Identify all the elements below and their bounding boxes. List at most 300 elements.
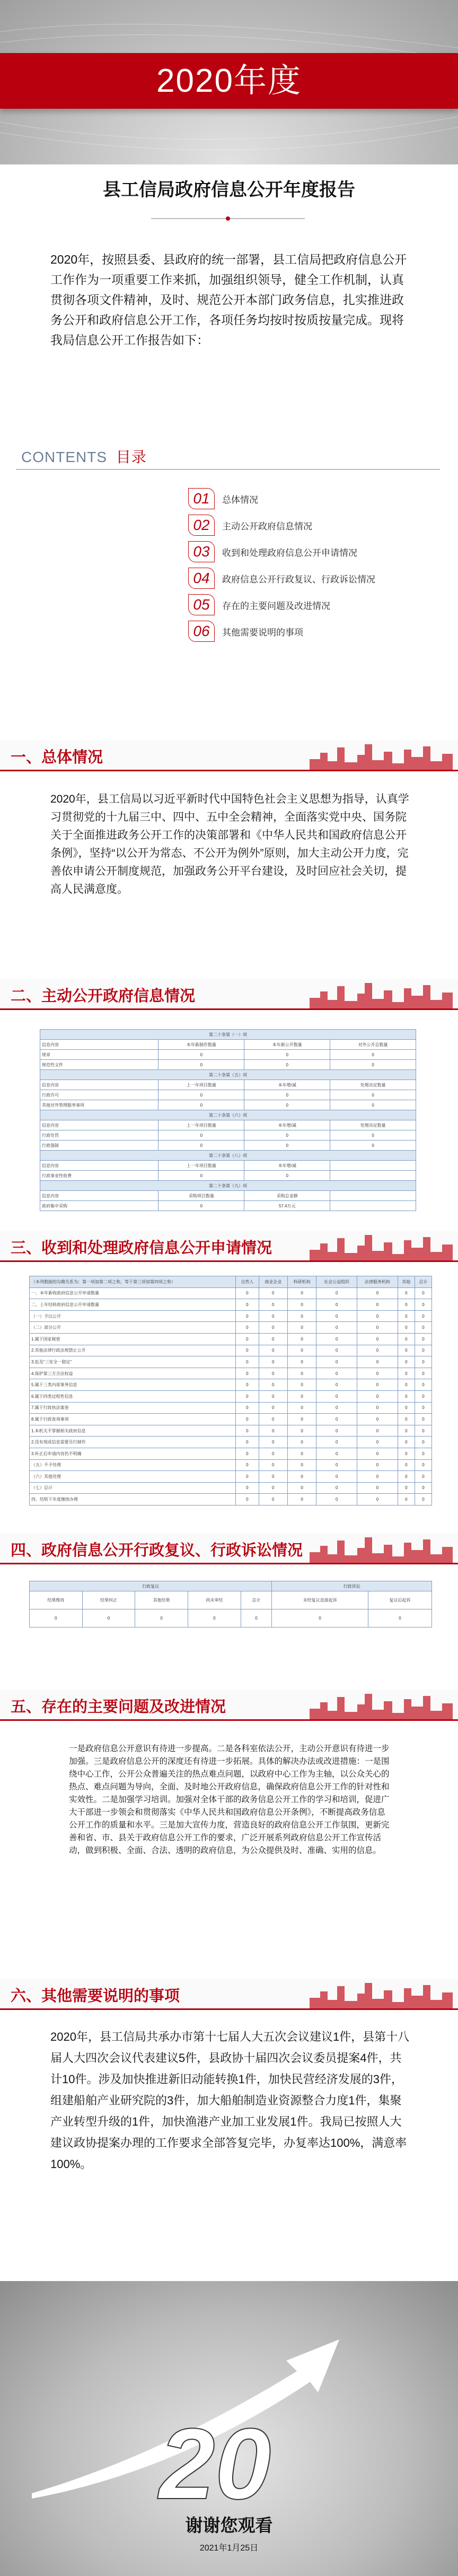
table-cell: 行政事业性收费 [40, 1171, 158, 1181]
table-cell: 0 [415, 1368, 431, 1379]
table-cell: 规范性文件 [40, 1060, 158, 1070]
table-cell: 3.补正后申请内容仍不明确 [30, 1448, 236, 1459]
table-cell: （七）总计 [30, 1482, 236, 1494]
table-of-contents [16, 446, 440, 674]
table-cell: 0 [357, 1390, 398, 1402]
table-cell: 上一年项目数量 [158, 1161, 244, 1171]
toc-item [188, 512, 443, 538]
contents-heading-en: CONTENTS [21, 449, 107, 465]
table-cell: 0 [236, 1345, 259, 1356]
table-cell [330, 1201, 416, 1211]
table-cell: 0 [415, 1448, 431, 1459]
table-cell: 0 [287, 1437, 316, 1448]
table-row [30, 1356, 432, 1368]
table-cell: 0 [316, 1379, 357, 1391]
table-cell: 0 [357, 1448, 398, 1459]
table-row [40, 1130, 416, 1141]
section-4-heading [0, 1533, 458, 1565]
table-cell: 0 [316, 1494, 357, 1505]
table-cell: 0 [287, 1471, 316, 1483]
section-rule [0, 1563, 458, 1564]
table-cell: 总计 [241, 1591, 272, 1609]
table-cell: 0 [287, 1482, 316, 1494]
table-cell: 0 [236, 1494, 259, 1505]
table-cell: 57.4万元 [244, 1201, 330, 1211]
table-cell: 0 [357, 1299, 398, 1311]
table-cell: 0 [236, 1482, 259, 1494]
table-cell: 本年增/减 [244, 1161, 330, 1171]
table-cell: 0 [398, 1494, 415, 1505]
table-cell: 0 [357, 1322, 398, 1334]
table-cell: 0 [158, 1050, 244, 1060]
table-cell: 上一年项目数量 [158, 1120, 244, 1130]
table-cell: 0 [259, 1425, 287, 1437]
table-cell: 0 [287, 1368, 316, 1379]
table-row [40, 1151, 416, 1161]
section-title: 二、主动公开政府信息情况 [11, 988, 196, 1005]
section-5-heading [0, 1690, 458, 1721]
proactive-disclosure-table [40, 1029, 416, 1211]
city-skyline-decoration [310, 980, 453, 1008]
table-cell: 尚未审结 [188, 1591, 241, 1609]
table-cell: 0 [398, 1333, 415, 1345]
table-cell: 未经复议直接起诉 [272, 1591, 368, 1609]
table-cell: 0 [357, 1471, 398, 1483]
table-row [30, 1471, 432, 1483]
table-cell: 6.属于四类过程性信息 [30, 1390, 236, 1402]
table-cell: 5.属于三类内部事务信息 [30, 1379, 236, 1391]
toc-number: 02 [188, 515, 215, 536]
table-cell: 0 [398, 1437, 415, 1448]
table-cell: 0 [398, 1345, 415, 1356]
big-number: 20 [159, 2408, 271, 2520]
table-cell: 0 [398, 1379, 415, 1391]
city-skyline-decoration [310, 1232, 453, 1260]
table-cell: 0 [415, 1402, 431, 1414]
toc-number: 06 [188, 621, 215, 642]
table-cell: 0 [287, 1299, 316, 1311]
table-cell: 0 [236, 1414, 259, 1425]
table-row [30, 1437, 432, 1448]
table-cell: 0 [236, 1299, 259, 1311]
table-cell: 信息内容 [40, 1120, 158, 1130]
table-cell: 0 [415, 1482, 431, 1494]
table-cell: 政府集中采购 [40, 1201, 158, 1211]
table-cell: 0 [415, 1322, 431, 1334]
table-cell: 0 [316, 1471, 357, 1483]
toc-label: 政府信息公开行政复议、行政诉讼情况 [222, 574, 375, 585]
section-6-text: 2020年，县工信局共承办市第十七届人大五次会议建议1件，县第十八届人大四次会议代表建议5件，县政协十届四次会议委员提案4件，共计10件。涉及加快推进新旧动能转换1件，加快民营经济发展的3件，组建船舶产业研究院的3件，加大船舶制造业资源整合力度1件，集聚产业转型升级的1件，加快渔港产业加工业发展1件。我局已按照人大建议政协提案办理的工作要求全部答复完毕，办复率达100%，满意率100%。 [50, 2030, 410, 2171]
table-row [30, 1402, 432, 1414]
table-cell [330, 1161, 416, 1171]
table-cell: 0 [259, 1482, 287, 1494]
table-cell: 0 [259, 1494, 287, 1505]
table-cell [330, 1191, 416, 1201]
table-cell: 行政许可 [40, 1090, 158, 1100]
table-cell: 行政处罚 [40, 1130, 158, 1141]
table-cell: 0 [357, 1414, 398, 1425]
table-cell: 0 [330, 1141, 416, 1151]
table-cell: 0 [82, 1609, 135, 1628]
table-cell: 0 [287, 1310, 316, 1322]
section-1-heading [0, 740, 458, 772]
table-cell: 0 [236, 1287, 259, 1299]
section-6-heading [0, 1979, 458, 2011]
table-cell: 0 [236, 1379, 259, 1391]
table-cell: 0 [287, 1459, 316, 1471]
table-header-cell: 总计 [415, 1276, 431, 1288]
section-rule [0, 1008, 458, 1010]
table-header-cell: 自然人 [236, 1276, 259, 1288]
table-cell: 0 [415, 1459, 431, 1471]
table-cell: 0 [236, 1390, 259, 1402]
table-cell: 0 [316, 1356, 357, 1368]
table-cell: 0 [259, 1459, 287, 1471]
table-cell: 0 [287, 1322, 316, 1334]
table-cell [330, 1171, 416, 1181]
report-title: 县工信局政府信息公开年度报告 [103, 180, 355, 200]
table-cell: 采购总金额 [244, 1191, 330, 1201]
table-cell: 0 [236, 1425, 259, 1437]
table-cell: 0 [357, 1494, 398, 1505]
table-header-cell: 法律服务机构 [357, 1276, 398, 1288]
intro-paragraph: 2020年，按照县委、县政府的统一部署，县工信局把政府信息公开工作作为一项重要工作来抓，加强组织领导，健全工作机制，认真贯彻各项文件精神，及时、规范公开本部门政务信息，扎实推进政务公开和政府信息公开工作，各项任务均按时按质按量完成。现将我局信息公开工作报告如下： [50, 253, 407, 347]
table-row [40, 1090, 416, 1100]
table-cell: 结果维持 [30, 1591, 83, 1609]
toc-list [188, 485, 443, 645]
table-cell: 0 [316, 1425, 357, 1437]
table-cell: 0 [259, 1471, 287, 1483]
table-cell: 0 [415, 1356, 431, 1368]
city-skyline-decoration [310, 741, 453, 770]
table-cell: 0 [415, 1299, 431, 1311]
table-cell: 0 [236, 1471, 259, 1483]
table-subheader: 第二十条第（八）项 [40, 1151, 416, 1161]
table-cell: 0 [415, 1287, 431, 1299]
table-cell: 0 [158, 1100, 244, 1110]
table-cell: 0 [244, 1171, 330, 1181]
table-cell: （一）予以公开 [30, 1310, 236, 1322]
section-title: 一、总体情况 [11, 749, 103, 766]
header-banner [0, 0, 458, 164]
table-cell: 0 [357, 1379, 398, 1391]
table-cell: 0 [415, 1414, 431, 1425]
table-cell: 0 [357, 1356, 398, 1368]
table-cell: 0 [368, 1609, 431, 1628]
table-cell: 0 [316, 1390, 357, 1402]
table-header-cell: 行政诉讼 [272, 1581, 432, 1591]
table-cell: 0 [236, 1368, 259, 1379]
table-cell: 0 [259, 1368, 287, 1379]
table-cell: 8.属于行政查询事项 [30, 1414, 236, 1425]
review-litigation-table [29, 1581, 432, 1628]
section-rule [0, 1260, 458, 1262]
table-cell: 0 [244, 1050, 330, 1060]
year-title: 2020年度 [156, 63, 302, 99]
table-cell: 0 [316, 1414, 357, 1425]
table-cell: 四、结转下年度继续办理 [30, 1494, 236, 1505]
table-cell: 0 [259, 1322, 287, 1334]
table-cell: 0 [415, 1333, 431, 1345]
table-cell: 0 [398, 1425, 415, 1437]
table-cell: 2.没有现成信息需要另行制作 [30, 1437, 236, 1448]
table-subheader: 第二十条第（六）项 [40, 1110, 416, 1120]
table-row [40, 1161, 416, 1171]
toc-label: 收到和处理政府信息公开申请情况 [222, 547, 357, 558]
table-cell: 0 [236, 1322, 259, 1334]
table-cell: 0 [357, 1287, 398, 1299]
table-cell: 0 [287, 1448, 316, 1459]
table-cell: 0 [415, 1494, 431, 1505]
table-cell: （六）其他处理 [30, 1471, 236, 1483]
city-skyline-decoration [310, 1534, 453, 1563]
table-cell: 0 [236, 1310, 259, 1322]
table-cell: 0 [287, 1287, 316, 1299]
table-cell: 0 [398, 1310, 415, 1322]
toc-label: 其他需要说明的事项 [222, 627, 303, 638]
title-underline-decoration [151, 215, 305, 222]
table-cell: 规章 [40, 1050, 158, 1060]
table-cell: 0 [135, 1609, 188, 1628]
table-cell: 0 [398, 1402, 415, 1414]
table-cell: 0 [316, 1333, 357, 1345]
table-header-cell: 社会公益组织 [316, 1276, 357, 1288]
table-cell: 0 [398, 1459, 415, 1471]
table-row [40, 1050, 416, 1060]
table-row [30, 1414, 432, 1425]
contents-heading [21, 446, 147, 467]
section-2-heading [0, 979, 458, 1011]
table-row [30, 1448, 432, 1459]
table-cell: 0 [236, 1356, 259, 1368]
toc-item [188, 538, 443, 565]
table-row [40, 1070, 416, 1080]
table-cell: 0 [330, 1050, 416, 1060]
table-cell: 0 [415, 1379, 431, 1391]
table-cell: 0 [330, 1060, 416, 1070]
section-title: 三、收到和处理政府信息公开申请情况 [11, 1240, 272, 1257]
section-title: 四、政府信息公开行政复议、行政诉讼情况 [11, 1542, 303, 1559]
table-cell: 0 [259, 1345, 287, 1356]
table-cell: 0 [330, 1090, 416, 1100]
table-cell: 0 [272, 1609, 368, 1628]
city-skyline-decoration [310, 1691, 453, 1719]
section-5-text: 一是政府信息公开意识有待进一步提高。二是各科室依法公开，主动公开意识有待进一步加强。三是政府信息公开的深度还有待进一步拓展。具体的解决办法或改进措施：一是围绕中心工作，公开公众普遍关注的热点难点问题，以政府中心工作为主轴，以公众关心的热点、难点问题为导向，全面、及时地公开政府信息，确保政府信息公开工作的针对性和实效性。二是加强学习培训。加强对全体干部的政务信息公开工作的学习和培训，促进广大干部进一步领会和贯彻落实《中华人民共和国政府信息公开条例》，不断提高政务信息公开工作的质量和水平。三是加大宣传力度，营造良好的政府信息公开工作氛围，更新完善和省、市、县关于政府信息公开工作的要求，广泛开展系列政府信息公开工作宣传活动，做到积极、全面、合法、透明的政府信息，为公众提供及时、准确、实用的信息。 [69, 1744, 390, 1855]
table-cell: 0 [236, 1402, 259, 1414]
table-row [30, 1482, 432, 1494]
section-title: 五、存在的主要问题及改进情况 [11, 1699, 226, 1716]
table-row [30, 1459, 432, 1471]
report-date: 2021年1月25日 [199, 2544, 259, 2553]
table-subheader: 第二十条第（九）项 [40, 1181, 416, 1191]
table-cell: 0 [287, 1356, 316, 1368]
table-row [40, 1120, 416, 1130]
table-cell: 本年新公开数量 [244, 1040, 330, 1050]
table-cell: 0 [287, 1425, 316, 1437]
table-cell: 0 [259, 1333, 287, 1345]
table-cell: 0 [357, 1345, 398, 1356]
toc-number: 04 [188, 568, 215, 589]
table-cell: 0 [398, 1390, 415, 1402]
table-cell: 0 [236, 1448, 259, 1459]
table-cell: 0 [259, 1402, 287, 1414]
table-cell: 0 [259, 1379, 287, 1391]
table-cell: 本年增/减 [244, 1080, 330, 1090]
table-row [40, 1171, 416, 1181]
table-cell: 处理决定数量 [330, 1120, 416, 1130]
section-rule [0, 770, 458, 771]
toc-item [188, 485, 443, 512]
table-cell: 0 [398, 1356, 415, 1368]
table-cell: 0 [316, 1345, 357, 1356]
table-cell: 0 [357, 1402, 398, 1414]
table-cell: 0 [398, 1414, 415, 1425]
table-cell: 0 [330, 1100, 416, 1110]
table-cell: 0 [316, 1322, 357, 1334]
year-bar [0, 53, 458, 109]
table-header-cell: 商业企业 [259, 1276, 287, 1288]
toc-label: 总体情况 [222, 494, 258, 505]
table-cell: 0 [30, 1609, 83, 1628]
table-cell: 0 [357, 1368, 398, 1379]
section-rule [0, 1719, 458, 1721]
toc-item [188, 565, 443, 591]
table-cell: 0 [244, 1100, 330, 1110]
table-row [30, 1609, 432, 1628]
table-cell: 0 [316, 1402, 357, 1414]
table-cell: 采购项目数量 [158, 1191, 244, 1201]
table-cell: 0 [316, 1287, 357, 1299]
table-header-cell: 其他 [398, 1276, 415, 1288]
contents-heading-zh: 目录 [116, 449, 147, 465]
application-handling-table [29, 1276, 432, 1505]
table-cell: 2.其他法律行政法规禁止公开 [30, 1345, 236, 1356]
city-skyline-decoration [310, 1980, 453, 2008]
table-cell: 0 [316, 1482, 357, 1494]
table-cell: 0 [158, 1060, 244, 1070]
table-cell: 0 [415, 1425, 431, 1437]
table-cell: 0 [259, 1287, 287, 1299]
table-cell: 0 [287, 1379, 316, 1391]
table-cell: 0 [236, 1437, 259, 1448]
table-row [30, 1494, 432, 1505]
table-cell: 0 [158, 1171, 244, 1181]
table-cell: 1.本机关不掌握相关政府信息 [30, 1425, 236, 1437]
table-cell: 二、上年结转政府信息公开申请数量 [30, 1299, 236, 1311]
section-1-text: 2020年，县工信局以习近平新时代中国特色社会主义思想为指导，认真学习贯彻党的十九届三中、四中、五中全会精神，全面落实党中央、国务院关于全面推进政务公开工作的决策部署和《中华人民共和国政府信息公开条例》，坚持“以公开为常态、不公开为例外”原则，加大主动公开力度，完善依申请公开制度规范，加强政务公开平台建设，及时回应社会关切，提高人民满意度。 [50, 793, 409, 895]
table-cell: 0 [316, 1448, 357, 1459]
table-cell: 0 [316, 1437, 357, 1448]
table-cell: 0 [415, 1437, 431, 1448]
table-cell: 0 [188, 1609, 241, 1628]
table-row [30, 1591, 432, 1609]
table-cell: 0 [316, 1459, 357, 1471]
table-cell: 0 [259, 1448, 287, 1459]
table-row [40, 1040, 416, 1050]
table-cell: 0 [316, 1368, 357, 1379]
table-row [30, 1390, 432, 1402]
table-cell: 0 [241, 1609, 272, 1628]
table-cell: 0 [158, 1141, 244, 1151]
table-cell: 0 [158, 1130, 244, 1141]
toc-item [188, 618, 443, 645]
table-cell: 0 [287, 1494, 316, 1505]
table-cell: 4.保护第三方合法权益 [30, 1368, 236, 1379]
table-cell: 信息内容 [40, 1161, 158, 1171]
table-cell: 0 [236, 1333, 259, 1345]
toc-number: 03 [188, 541, 215, 562]
table-cell: 0 [415, 1345, 431, 1356]
section-3-heading [0, 1231, 458, 1263]
table-header-row [30, 1276, 432, 1288]
table-cell: 0 [287, 1390, 316, 1402]
table-cell: 对外公开总数量 [330, 1040, 416, 1050]
table-row [30, 1368, 432, 1379]
table-cell: 0 [244, 1090, 330, 1100]
table-subheader: 第二十条第（一）项 [40, 1030, 416, 1040]
table-cell: 1.属于国家秘密 [30, 1333, 236, 1345]
table-cell: 3.危及“三安全一稳定” [30, 1356, 236, 1368]
table-header-cell: 行政复议 [30, 1581, 272, 1591]
toc-label: 存在的主要问题及改进情况 [222, 601, 330, 611]
toc-label: 主动公开政府信息情况 [222, 521, 312, 532]
table-row [40, 1110, 416, 1120]
thanks-text: 谢谢您观看 [185, 2516, 273, 2535]
table-cell: （五）不予处理 [30, 1459, 236, 1471]
table-cell: 0 [244, 1130, 330, 1141]
table-row [30, 1322, 432, 1334]
table-row [40, 1191, 416, 1201]
table-cell: 7.属于行政执法案卷 [30, 1402, 236, 1414]
table-cell: 0 [259, 1310, 287, 1322]
table-row [30, 1333, 432, 1345]
table-row [40, 1100, 416, 1110]
table-cell: 0 [259, 1414, 287, 1425]
table-cell: 0 [398, 1322, 415, 1334]
table-cell: 0 [415, 1471, 431, 1483]
table-row [30, 1379, 432, 1391]
table-cell: 0 [357, 1459, 398, 1471]
table-cell: 行政强制 [40, 1141, 158, 1151]
table-row [40, 1201, 416, 1211]
table-cell: 0 [316, 1299, 357, 1311]
toc-item [188, 591, 443, 618]
table-cell: 0 [398, 1448, 415, 1459]
table-row [40, 1080, 416, 1090]
table-row [30, 1299, 432, 1311]
table-cell: 0 [244, 1141, 330, 1151]
table-cell: 信息内容 [40, 1040, 158, 1050]
table-cell: 0 [287, 1345, 316, 1356]
table-cell: 0 [316, 1310, 357, 1322]
contents-divider [16, 469, 440, 470]
table-cell: 0 [259, 1356, 287, 1368]
table-cell: 其他结果 [135, 1591, 188, 1609]
table-cell: 0 [357, 1437, 398, 1448]
table-cell: 0 [287, 1333, 316, 1345]
table-cell: 一、本年新收政府信息公开申请数量 [30, 1287, 236, 1299]
table-cell: 0 [357, 1482, 398, 1494]
table-row [30, 1287, 432, 1299]
table-header-cell: （本列数据的勾稽关系为：第一项加第二项之和，等于第三项加第四项之和） [30, 1276, 236, 1288]
table-row [30, 1425, 432, 1437]
table-cell: 0 [287, 1402, 316, 1414]
table-cell: 0 [398, 1287, 415, 1299]
table-header-row [30, 1581, 432, 1591]
table-row [40, 1030, 416, 1040]
table-cell: 上一年项目数量 [158, 1080, 244, 1090]
table-cell: 信息内容 [40, 1191, 158, 1201]
